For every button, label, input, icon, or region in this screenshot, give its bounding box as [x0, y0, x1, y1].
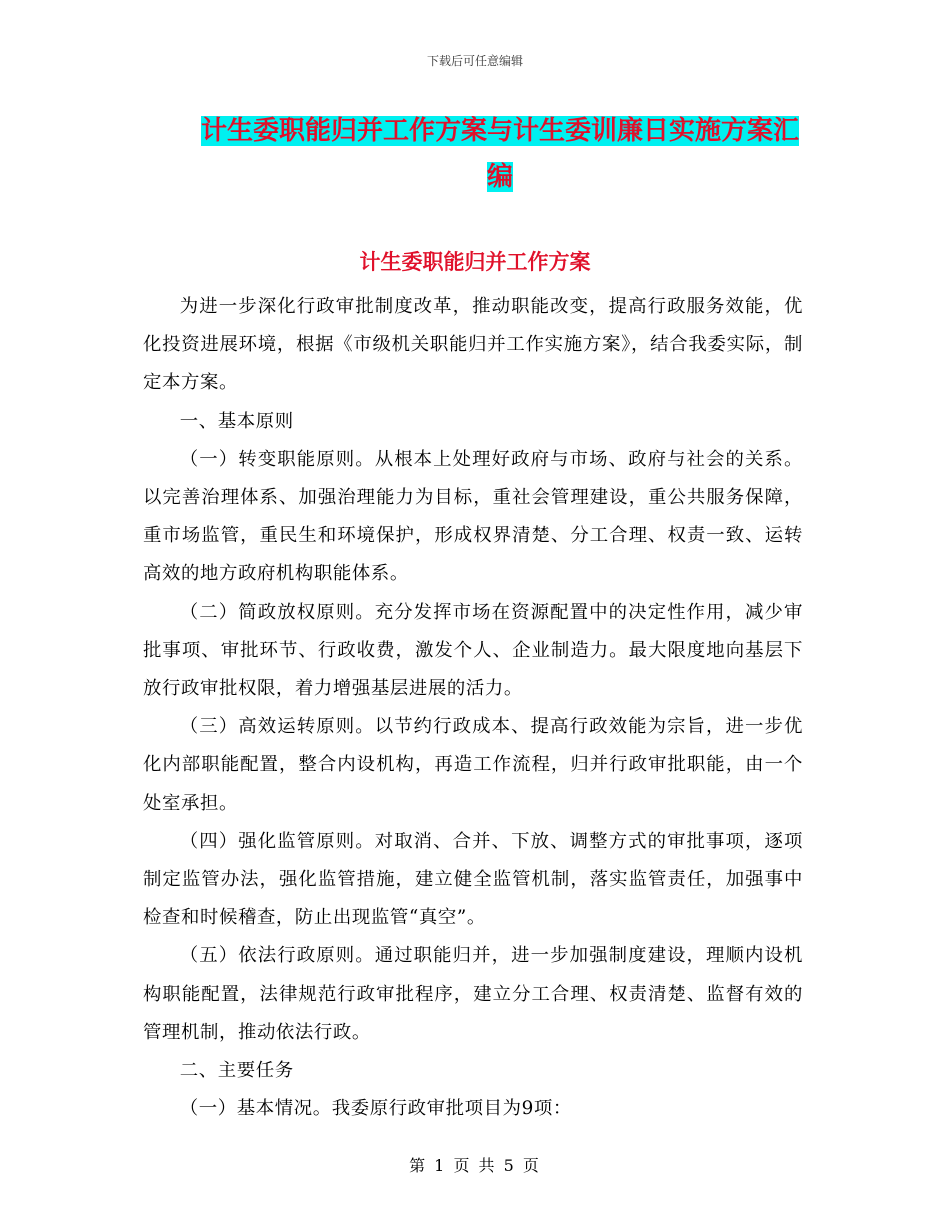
document-title-line-2: 编 [486, 162, 513, 192]
paragraph-intro: 为进一步深化行政审批制度改革，推动职能改变，提高行政服务效能，优化投资进展环境，根据《市级机关职能归并工作实施方案》，结合我委实际，制定本方案。 [143, 296, 803, 394]
document-title [190, 108, 810, 200]
page-header-note: 下载后可任意编辑 [426, 54, 523, 68]
paragraph-principle-5: （五）依法行政原则。通过职能归并，进一步加强制度建设，理顺内设机构职能配置，法律规范行政审批程序，建立分工合理、权责清楚、监督有效的管理机制，推动依法行政。 [143, 945, 803, 1043]
paragraph-principle-4: （四）强化监管原则。对取消、合并、下放、调整方式的审批事项，逐项制定监管办法，强化监管措施，建立健全监管机制，落实监管责任，加强事中检查和时候稽查，防止出现监管“真空”。 [143, 830, 803, 929]
heading-main-tasks: 二、主要任务 [179, 1060, 294, 1082]
section-title: 计生委职能归并工作方案 [359, 249, 591, 274]
paragraph-principle-2: （二）简政放权原则。充分发挥市场在资源配置中的决定性作用，减少审批事项、审批环节、行政收费，激发个人、企业制造力。最大限度地向基层下放行政审批权限，着力增强基层进展的活力。 [143, 601, 803, 700]
page-footer: 第 1 页 共 5 页 [409, 1156, 541, 1175]
paragraph-principle-3: （三）高效运转原则。以节约行政成本、提高行政效能为宗旨，进一步优化内部职能配置，整合内设机构，再造工作流程，归并行政审批职能，由一个处室承担。 [143, 716, 803, 814]
paragraph-principle-1: （一）转变职能原则。从根本上处理好政府与市场、政府与社会的关系。以完善治理体系、加强治理能力为目标，重社会管理建设，重公共服务保障，重市场监管，重民生和环境保护，形成权界清楚、分工合理、权责一致、运转高效的地方政府机构职能体系。 [143, 448, 803, 585]
heading-basic-principles: 一、基本原则 [179, 410, 294, 432]
document-body [143, 288, 803, 1128]
paragraph-task-1: （一）基本情况。我委原行政审批项目为9项： [179, 1098, 572, 1120]
document-title-line-1: 计生委职能归并工作方案与计生委训廉日实施方案汇 [200, 116, 799, 146]
